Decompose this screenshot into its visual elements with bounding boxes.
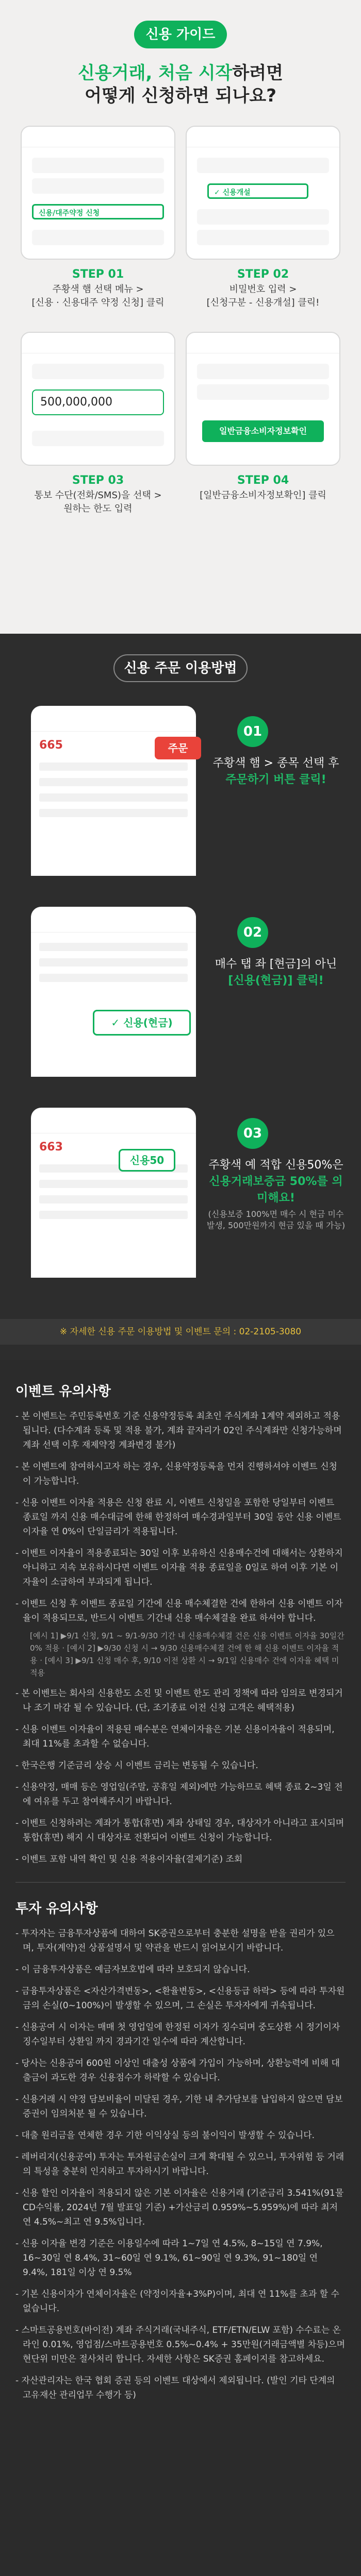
credit-cash-option[interactable]: ✓ 신용(현금) <box>93 1010 191 1036</box>
phone-row <box>197 209 329 225</box>
step4-desc <box>186 489 340 502</box>
order-step-3-small: (신용보증 100%면 매수 시 현금 미수 발생, 500만원까지 현금 있을 때 가능) <box>206 1209 346 1230</box>
event-note-item: - 이벤트 신청하려는 계좌가 통합(휴면) 계좌 상태일 경우, 대상자가 아니라고 표시되며 통합(휴면) 해지 시 대상자로 전환되어 이벤트 신청이 가능합니다. <box>15 1818 344 1843</box>
investment-note-item: - 신용거래 시 약정 담보비율이 미달된 경우, 기한 내 추가담보를 납입하지 않으면 담보증권이 임의처분 될 수 있습니다. <box>15 2094 343 2119</box>
event-note-item: - 신용 이벤트 이자율이 적용된 매수분은 연체이자율은 기본 신용이자율이 적용되며, 최대 11%를 초과할 수 없습니다. <box>15 1724 335 1749</box>
step2-phone-mockup <box>186 126 340 260</box>
stock-price: 665 <box>39 739 63 752</box>
phone-line <box>39 793 188 802</box>
guide-title-highlight: 신용거래, 처음 시작 <box>78 63 233 83</box>
guide-title <box>0 62 361 107</box>
phone-line <box>39 1211 188 1219</box>
event-note-item: - 본 이벤트는 주민등록번호 기준 신용약정등록 최초인 주식계좌 1계약 제외하고 적용됩니다. (다수계좌 등록 및 적용 불가, 계좌 끝자리가 02인 주식계좌만 신청가능하며 계좌 선택 이후 재제약정 계좌변경 불가) <box>15 1411 342 1450</box>
guide-step-1 <box>21 126 175 310</box>
consumer-info-confirm-button[interactable]: 일반금융소비자정보확인 <box>202 420 324 442</box>
phone-row <box>197 158 329 173</box>
stock-price: 663 <box>39 1141 63 1154</box>
step2-label: STEP 02 <box>237 268 289 281</box>
order-step-1-number: 01 <box>237 716 268 747</box>
phone-row <box>197 384 329 400</box>
guide-steps <box>0 126 361 651</box>
guide-step-2 <box>186 126 340 310</box>
order-phone-1 <box>31 706 196 876</box>
step3-desc-line1: 통보 수단(전화/SMS)을 선택 > <box>34 490 162 501</box>
investment-note-item: - 레버리지(신용공여) 투자는 투자원금손실이 크게 확대될 수 있으니, 투자위험 등 거래의 특성을 충분히 인지하고 투자하시기 바랍니다. <box>15 2152 344 2177</box>
event-note-item: - 이벤트 이자율이 적용종료되는 30일 이후 보유하신 신용매수건에 대해서는 상환하지 아니하고 지속 보유하시다면 이벤트 이자율 적용 종료일을 0일로 하여 이후 기본 이자율이 소급하여 부과되게 됩니다. <box>15 1548 343 1587</box>
event-examples: [예시 1] ▶9/1 신청, 9/1 ~ 9/1-9/30 기간 내 신용매수체결 건은 신용 이벤트 이자율 30일간 0% 적용 · [예시 2] ▶9/30 신청 시 → 9/30 신용매수체결 건에 한 해 신용 이벤트 이자율 적용 · [예시 3] ▶9/1 신청 매수 후, 9/10 이전 상환 시 → 9/1일 신용매수 건에 이자율 혜택 미적용 <box>30 1631 344 1677</box>
phone-row <box>197 364 329 379</box>
guide-step-4 <box>186 332 340 502</box>
event-note-item: - 이벤트 신청 후 이벤트 종료일 기간에 신용 매수체결한 건에 한하여 신용 이벤트 이자율이 적용되므로, 반드시 이벤트 기간내 신용 매수체결을 완료 하셔야 합니다. <box>15 1599 343 1623</box>
investment-note-item: - 자산관리자는 한국 협회 증권 등의 이벤트 대상에서 제외됩니다. (발인 기타 단계의 고유재산 관리업무 수행가 등) <box>15 2376 335 2400</box>
guide-step-3 <box>21 332 175 516</box>
step4-label: STEP 04 <box>237 474 289 487</box>
step4-phone-mockup <box>186 332 340 466</box>
phone-header <box>22 127 174 147</box>
investment-note-item: - 당사는 신용공여 600원 이상인 대출성 상품에 가입이 가능하며, 상환능력에 비해 대출금이 과도한 경우 신용점수가 하락할 수 있습니다. <box>15 2058 340 2083</box>
event-notes-list <box>15 1409 346 1867</box>
divider <box>15 1882 346 1883</box>
event-note-item: - 본 이벤트에 참여하시고자 하는 경우, 신용약정등록을 먼저 진행하셔야 이벤트 신청이 가능합니다. <box>15 1462 337 1486</box>
phone-row <box>32 364 164 379</box>
investment-note-item: - 대출 원리금을 연체한 경우 기한 이익상실 등의 불이익이 발생할 수 있습니다. <box>15 2130 315 2141</box>
step1-phone-mockup <box>21 126 175 260</box>
step4-desc-line1: [일반금융소비자정보확인] 클릭 <box>200 490 326 501</box>
phone-lines <box>39 1164 188 1226</box>
phone-header <box>31 907 196 933</box>
investment-note-item: - 이 금융투자상품은 예금자보호법에 따라 보호되지 않습니다. <box>15 1964 250 1975</box>
credit-50-selector[interactable]: 신용50 <box>119 1149 175 1172</box>
order-step-2 <box>0 907 361 1092</box>
order-step-1-line2: 주문하기 버튼 클릭! <box>225 773 326 786</box>
investment-notes-list <box>15 1926 346 2402</box>
order-step-1 <box>0 706 361 891</box>
phone-header <box>31 1108 196 1133</box>
step2-desc-line2: [신청구분 - 신용개설] 클릭! <box>206 297 320 308</box>
phone-header <box>22 333 174 353</box>
order-button[interactable]: 주문 <box>155 737 201 759</box>
order-contact-note: ※ 자세한 신용 주문 이용방법 및 이벤트 문의 : 02-2105-3080 <box>0 1319 361 1345</box>
order-step-1-text <box>206 755 346 788</box>
credit-guide-section <box>0 0 361 634</box>
credit-agreement-menu-item[interactable]: 신용/대주약정 신청 <box>32 204 164 219</box>
step1-desc <box>21 283 175 310</box>
order-step-2-line2: [신용(현금)] 클릭! <box>228 974 324 987</box>
investment-note-item: - 스마트공용번호(바이전) 계좌 주식거래(국내주식, ETF/ETN/ELW 포함) 수수료는 온라인 0.01%, 영업점/스마트공용번호 0.5%~0.4% + 35만원(거래금액별 차등)으며 현단위 미만은 절사처리 합니다. 자세한 사항은 SK증권 홈페이지를 참고하세요. <box>15 2325 346 2364</box>
phone-line <box>39 1180 188 1188</box>
phone-row <box>32 431 164 446</box>
event-note-item: - 본 이벤트는 회사의 신용한도 소진 및 이벤트 한도 관리 정책에 따라 임의로 변경되거나 조기 마감 될 수 있습니다. (단, 조기종료 이전 신청 고객은 혜택적용) <box>15 1688 343 1713</box>
step2-desc <box>186 283 340 310</box>
event-note-item: - 한국은행 기준금리 상승 시 이벤트 금리는 변동될 수 있습니다. <box>15 1760 258 1771</box>
credit-order-pill: 신용 주문 이용방법 <box>113 654 248 682</box>
credit-open-option[interactable]: ✓ 신용개설 <box>207 183 308 199</box>
investment-note-item: - 금융투자상품은 <자산가격변동>, <환율변동>, <신용등급 하락> 등에 따라 투자원금의 손실(0~100%)이 발생할 수 있으며, 그 손실은 투자자에게 귀속됩니다. <box>15 1986 345 2011</box>
order-phone-2 <box>31 907 196 1077</box>
step2-desc-line1: 비밀번호 입력 > <box>229 284 297 295</box>
event-notes-title: 이벤트 유의사항 <box>15 1384 111 1399</box>
phone-row <box>32 158 164 173</box>
phone-header <box>31 706 196 732</box>
phone-row <box>32 230 164 245</box>
phone-lines <box>39 943 188 989</box>
investment-note-item: - 신용 이자율 변경 기준은 이용일수에 따라 1~7일 연 4.5%, 8~15일 연 7.9%, 16~30일 연 8.4%, 31~60일 연 9.1%, 61~90일 연 9.3%, 91~180일 연 9.4%, 181일 이상 연 9.5% <box>15 2239 323 2278</box>
order-phone-3 <box>31 1108 196 1278</box>
step3-label: STEP 03 <box>72 474 124 487</box>
phone-header <box>187 127 339 147</box>
event-note-item: - 신용 이벤트 이자율 적용은 신청 완료 시, 이벤트 신청일을 포함한 당일부터 이벤트 종료일 까지 신용 매수대금에 한해 한정하여 매수경과일부터 30일 동안 신용 이벤트 이자율 연 0%이 단일금리가 적용됩니다. <box>15 1498 341 1537</box>
order-step-3-text <box>206 1157 346 1231</box>
order-step-3-number: 03 <box>237 1118 268 1149</box>
step3-phone-mockup <box>21 332 175 466</box>
phone-line <box>39 778 188 786</box>
step3-desc-line2: 원하는 한도 입력 <box>63 503 133 514</box>
credit-limit-input[interactable]: 500,000,000 <box>32 389 164 415</box>
order-step-3 <box>0 1108 361 1293</box>
order-step-1-line1: 주황색 햄 > 종목 선택 후 <box>212 757 339 770</box>
phone-row <box>32 178 164 194</box>
order-step-3-line1: 주황색 예 적합 신용50%은 <box>208 1159 343 1172</box>
investment-note-item: - 신용 할인 이자율이 적용되지 않은 기본 이자율은 신용거래 (기준금리 3.541%(91물 CD수익률, 2024년 7월 발표일 기준) +가산금리 0.959%~5.959%)에 따라 최저 연 4.5%~최고 연 9.5%입니다. <box>15 2188 344 2227</box>
phone-line <box>39 1195 188 1204</box>
step1-label: STEP 01 <box>72 268 124 281</box>
order-step-2-text <box>206 956 346 989</box>
order-step-2-number: 02 <box>237 917 268 948</box>
phone-header <box>187 333 339 353</box>
investment-note-item: - 기본 신용이자가 연체이자율은 (약정이자율+3%P)이며, 최대 연 11%를 초과 할 수 없습니다. <box>15 2289 339 2314</box>
phone-lines <box>39 762 188 824</box>
investment-notes-title: 투자 유의사항 <box>15 1901 98 1917</box>
guide-title-rest: 하려면 <box>232 63 283 83</box>
order-step-3-line2: 신용거래보증금 50%를 의미해요! <box>209 1175 343 1205</box>
credit-guide-pill: 신용 가이드 <box>134 21 227 48</box>
event-note-item: - 신용약정, 매매 등은 영업일(주말, 공휴일 제외)에만 가능하므로 혜택 종료 2~3일 전에 여유를 두고 참여해주시기 바랍니다. <box>15 1782 343 1807</box>
guide-title-line2: 어떻게 신청하면 되나요? <box>85 86 276 106</box>
step3-desc <box>21 489 175 516</box>
investment-note-item: - 투자자는 금융투자상품에 대하여 SK증권으로부터 충분한 설명을 받을 권리가 있으며, 투자(계약)전 상품설명서 및 약관을 반드시 읽어보시기 바랍니다. <box>15 1928 335 1953</box>
phone-line <box>39 809 188 817</box>
event-note-item: - 이벤트 포함 내역 확인 및 신용 적용이자율(결제기준) 조회 <box>15 1854 243 1865</box>
notes-section <box>0 1360 361 2576</box>
phone-line <box>39 958 188 967</box>
phone-line <box>39 974 188 982</box>
phone-row <box>197 230 329 245</box>
order-step-2-line1: 매수 탭 좌 [현금]의 아닌 <box>215 958 337 971</box>
phone-line <box>39 762 188 771</box>
step1-desc-line2: [신용 · 신용대주 약정 신청] 클릭 <box>31 297 165 308</box>
step1-desc-line1: 주황색 햄 선택 메뉴 > <box>52 284 144 295</box>
investment-note-item: - 신용공여 시 이자는 매매 첫 영업일에 한정된 이자가 징수되며 중도상환 시 정기이자 징수일부터 상환일 까지 경과기간 일수에 따라 계산합니다. <box>15 2022 340 2047</box>
phone-line <box>39 943 188 951</box>
credit-order-section <box>0 634 361 1360</box>
